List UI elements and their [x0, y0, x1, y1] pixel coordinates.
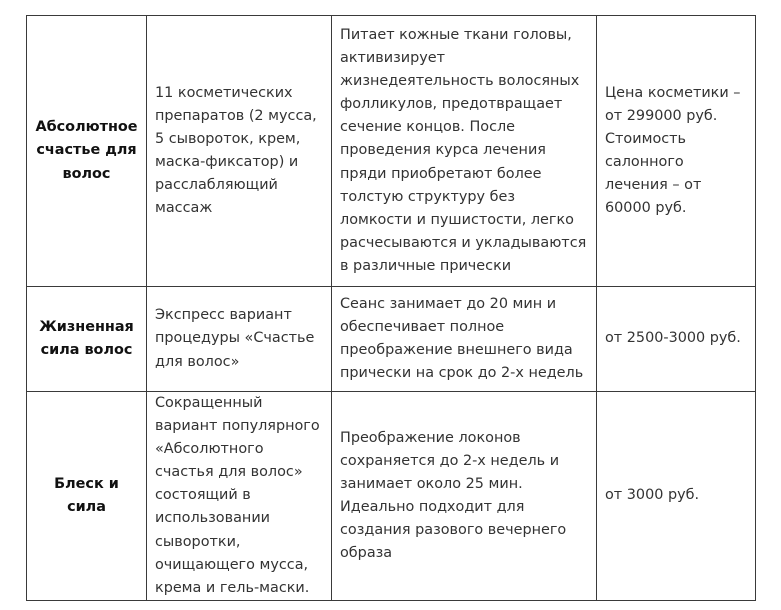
- composition-cell: 11 косметических препаратов (2 мусса, 5 сывороток, крем, маска-фиксатор) и расслабляющий массаж: [147, 16, 332, 287]
- procedure-name-cell: Абсолютное счастье для волос: [27, 16, 147, 287]
- table-row: [27, 287, 756, 392]
- composition-cell: Экспресс вариант процедуры «Счастье для волос»: [147, 287, 332, 392]
- composition-cell: Сокращенный вариант популярного «Абсолютного счастья для волос» состоящий в использовании сыворотки, очищающего мусса, крема и гель-маски.: [147, 392, 332, 601]
- table-row: [27, 16, 756, 287]
- effect-cell: Сеанс занимает до 20 мин и обеспечивает полное преображение внешнего вида прически на срок до 2-х недель: [332, 287, 597, 392]
- procedure-name-cell: Жизненная сила волос: [27, 287, 147, 392]
- effect-cell: Питает кожные ткани головы, активизирует жизнедеятельность волосяных фолликулов, предотвращает сечение концов. После проведения курса лечения пряди приобретают более толстую структуру без ломкости и пушистости, легко расчесываются и укладываются в различные прически: [332, 16, 597, 287]
- price-cell: от 2500-3000 руб.: [597, 287, 756, 392]
- table-row: [27, 392, 756, 601]
- price-cell: от 3000 руб.: [597, 392, 756, 601]
- procedure-name-cell: Блеск и сила: [27, 392, 147, 601]
- price-cell: Цена косметики – от 299000 руб. Стоимость салонного лечения – от 60000 руб.: [597, 16, 756, 287]
- effect-cell: Преображение локонов сохраняется до 2-х недель и занимает около 25 мин. Идеально подходит для создания разового вечернего образа: [332, 392, 597, 601]
- procedures-table: [26, 15, 756, 601]
